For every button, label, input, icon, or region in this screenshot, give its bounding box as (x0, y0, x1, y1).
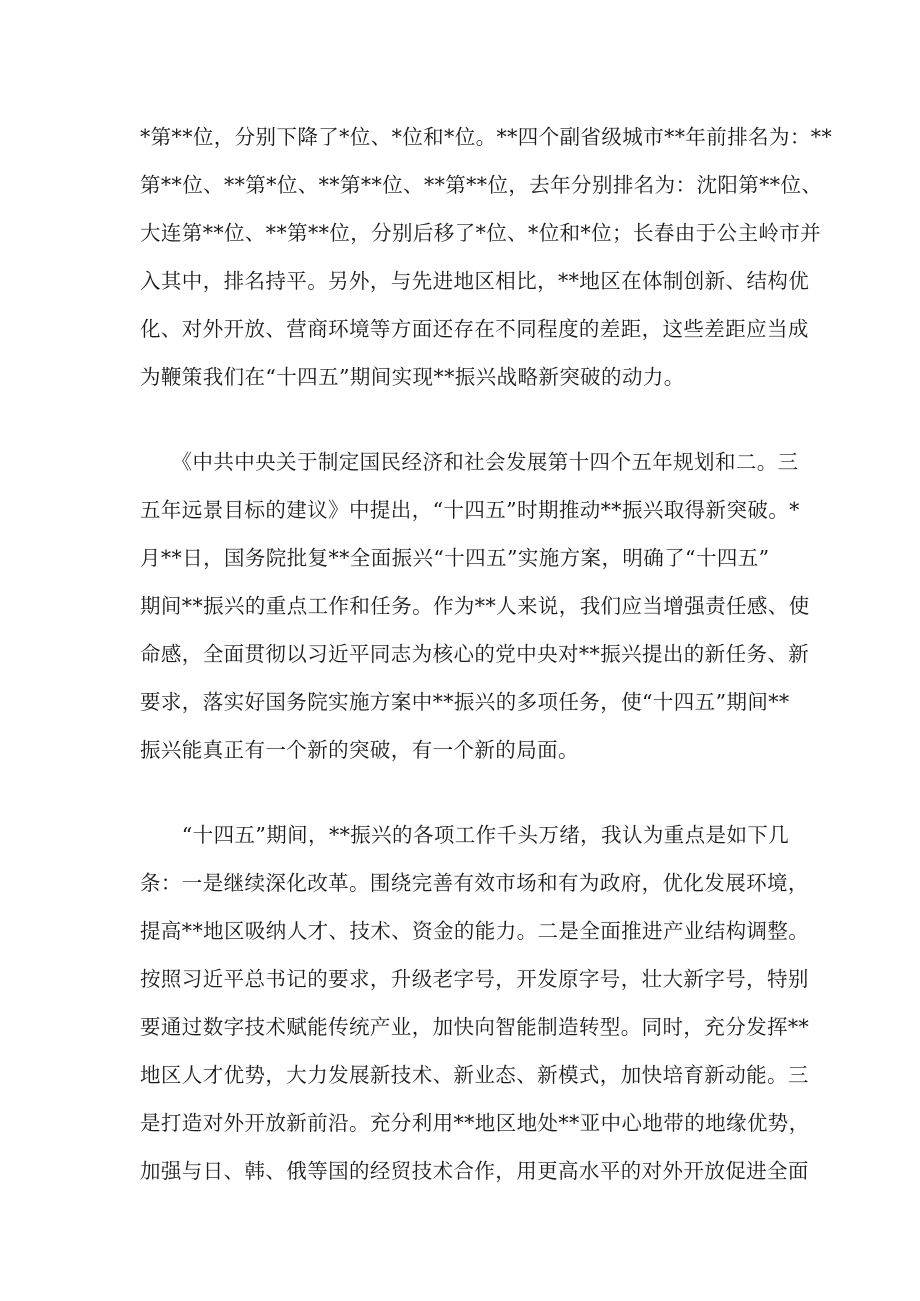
paragraph-line: 第**位、**第*位、**第**位、**第**位，去年分别排名为：沈阳第**位、 (140, 173, 823, 197)
paragraph-line: 《中共中央关于制定国民经济和社会发展第十四个五年规划和二。三 (140, 450, 799, 474)
paragraph-line: 按照习近平总书记的要求，升级老字号，开发原字号，壮大新字号，特别 (140, 967, 809, 991)
paragraph-line: 提高**地区吸纳人才、技术、资金的能力。二是全面推进产业结构调整。 (140, 919, 810, 943)
paragraph-line: 命感，全面贯彻以习近平同志为核心的党中央对**振兴提出的新任务、新 (140, 642, 810, 666)
paragraph-line: 月**日，国务院批复**全面振兴“十四五”实施方案，明确了“十四五” (140, 546, 770, 570)
paragraph-line: 地区人才优势，大力发展新技术、新业态、新模式，加快培育新动能。三 (140, 1063, 809, 1087)
paragraph-line: 振兴能真正有一个新的突破，有一个新的局面。 (140, 738, 579, 762)
paragraph-1 (140, 113, 833, 401)
paragraph-line: 入其中，排名持平。另外，与先进地区相比，**地区在体制创新、结构优 (140, 269, 810, 293)
paragraph-line: 要求，落实好国务院实施方案中**振兴的多项任务，使“十四五”期间** (140, 690, 790, 714)
paragraph-line: 五年远景目标的建议》中提出，“十四五”时期推动**振兴取得新突破。* (140, 498, 800, 522)
paragraph-line: 化、对外开放、营商环境等方面还存在不同程度的差距，这些差距应当成 (140, 317, 809, 341)
paragraph-line: 条：一是继续深化改革。围绕完善有效市场和有为政府，优化发展环境， (140, 871, 809, 895)
paragraph-line: 加强与日、韩、俄等国的经贸技术合作，用更高水平的对外开放促进全面 (140, 1159, 809, 1183)
paragraph-line: 是打造对外开放新前沿。充分利用**地区地处**亚中心地带的地缘优势， (140, 1111, 810, 1135)
paragraph-2 (140, 438, 810, 774)
document-body (140, 113, 833, 1195)
paragraph-line: “十四五”期间，**振兴的各项工作千头万绪，我认为重点是如下几 (140, 823, 790, 847)
paragraph-3 (140, 811, 810, 1195)
paragraph-line: 为鞭策我们在“十四五”期间实现**振兴战略新突破的动力。 (140, 365, 685, 389)
paragraph-line: 要通过数字技术赋能传统产业，加快向智能制造转型。同时，充分发挥** (140, 1015, 810, 1039)
paragraph-line: *第**位，分别下降了*位、*位和*位。**四个副省级城市**年前排名为：** (140, 125, 833, 149)
paragraph-line: 期间**振兴的重点工作和任务。作为**人来说，我们应当增强责任感、使 (140, 594, 810, 618)
paragraph-line: 大连第**位、**第**位，分别后移了*位、*位和*位；长春由于公主岭市并 (140, 221, 822, 245)
